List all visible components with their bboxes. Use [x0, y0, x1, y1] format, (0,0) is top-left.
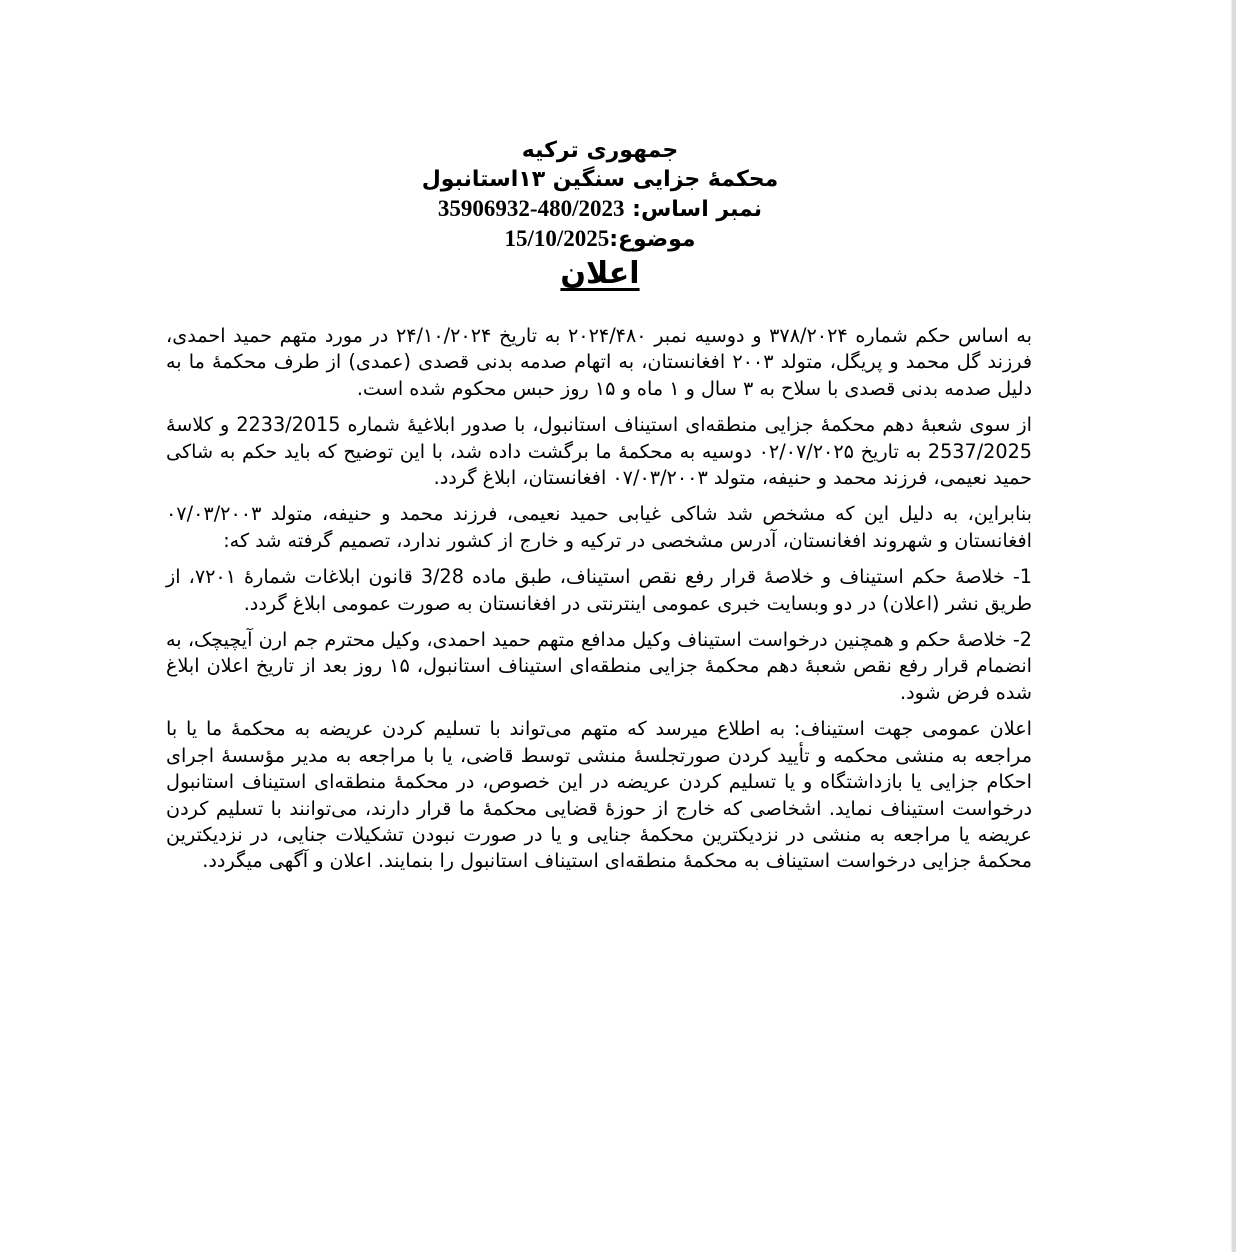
country-name: جمهوری ترکیه [521, 138, 679, 163]
document-body [166, 323, 1032, 886]
court-name: محکمهٔ جزایی سنگین ۱۳استانبول [421, 167, 779, 192]
paragraph-item-2: 2- خلاصهٔ حکم و همچنین درخواست استیناف وکیل مدافع متهم حمید احمدی، وکیل محترم جم ارن آیچیچک، به انضمام قرار رفع نقص شعبهٔ دهم محکمهٔ جزایی منطقه‌ای استیناف استانبول، ۱۵ روز بعد از تاریخ اعلان ابلاغ شده فرض شود. [166, 628, 1032, 704]
case-number-label: نمبر اساس: [632, 197, 763, 222]
paragraph-decision: بنابراین، به دلیل این که مشخص شد شاکی غیابی حمید نعیمی، فرزند محمد و حنیفه، متولد ۰۷/۰۳/۲۰۰۳ افغانستان و شهروند افغانستان، آدرس مشخصی در ترکیه و خارج از کشور ندارد، تصمیم گرفته شد که: [166, 502, 1032, 552]
paragraph-item-1: 1- خلاصهٔ حکم استیناف و خلاصهٔ قرار رفع نقص استیناف، طبق ماده 3/28 قانون ابلاغات شمارهٔ ۷۲۰۱، از طریق نشر (اعلان) در دو وبسایت خبری عمومی اینترنتی در افغانستان به صورت عمومی ابلاغ گردد. [166, 565, 1033, 615]
paragraph-verdict: به اساس حکم شماره ۳۷۸/۲۰۲۴ و دوسیه نمبر ۲۰۲۴/۴۸۰ به تاریخ ۲۴/۱۰/۲۰۲۴ در مورد متهم حمید احمدی، فرزند گل محمد و پریگل، متولد ۲۰۰۳ افغانستان، به اتهام صدمه بدنی قصدی (عمدی) از طرف محکمهٔ ما به دلیل صدمه بدنی قصدی با سلاح به ۳ سال و ۱ ماه و ۱۵ روز حبس محکوم شده است. [166, 324, 1033, 400]
paragraph-appeal-return: از سوی شعبهٔ دهم محکمهٔ جزایی منطقه‌ای استیناف استانبول، با صدور ابلاغیهٔ شماره 2233/2015 و کلاسهٔ 2537/2025 به تاریخ ۰۲/۰۷/۲۰۲۵ دوسیه به محکمهٔ ما برگشت داده شد، با این توضیح که باید حکم به شاکی حمید نعیمی، فرزند محمد و حنیفه، متولد ۰۷/۰۳/۲۰۰۳ افغانستان، ابلاغ گردد. [166, 413, 1032, 490]
document-header [0, 136, 1200, 292]
page-edge [1232, 0, 1236, 1252]
case-number-value: 35906932-480/2023 [437, 196, 625, 221]
case-number [0, 194, 1200, 224]
paragraph-public-notice: اعلان عمومی جهت استیناف: به اطلاع میرسد که متهم می‌تواند با تسلیم کردن عریضه به محکمهٔ ما یا با مراجعه به منشی محکمه و تأیید کردن صورتجلسهٔ منشی توسط قاضی، یا با مراجعه به مدیر مؤسسهٔ اجرای احکام جزایی یا بازداشتگاه و یا تسلیم کردن عریضه در این خصوص، در محکمهٔ منطقه‌ای استیناف استانبول درخواست استیناف نماید. اشخاصی که خارج از حوزهٔ قضایی محکمهٔ ما قرار دارند، می‌توانند با تسلیم کردن عریضه یا مراجعه به منشی در نزدیکترین محکمهٔ جنایی و یا در صورت نبودن تشکیلات جنایی، در نزدیکترین محکمهٔ جزایی درخواست استیناف به محکمهٔ منطقه‌ای استیناف استانبول را بنمایند. اعلان و آگهی میگردد. [166, 717, 1032, 873]
subject-value: 15/10/2025 [504, 226, 610, 251]
subject-label: موضوع: [609, 227, 696, 252]
subject-date [0, 224, 1200, 254]
document-title: اعلان [560, 256, 640, 291]
